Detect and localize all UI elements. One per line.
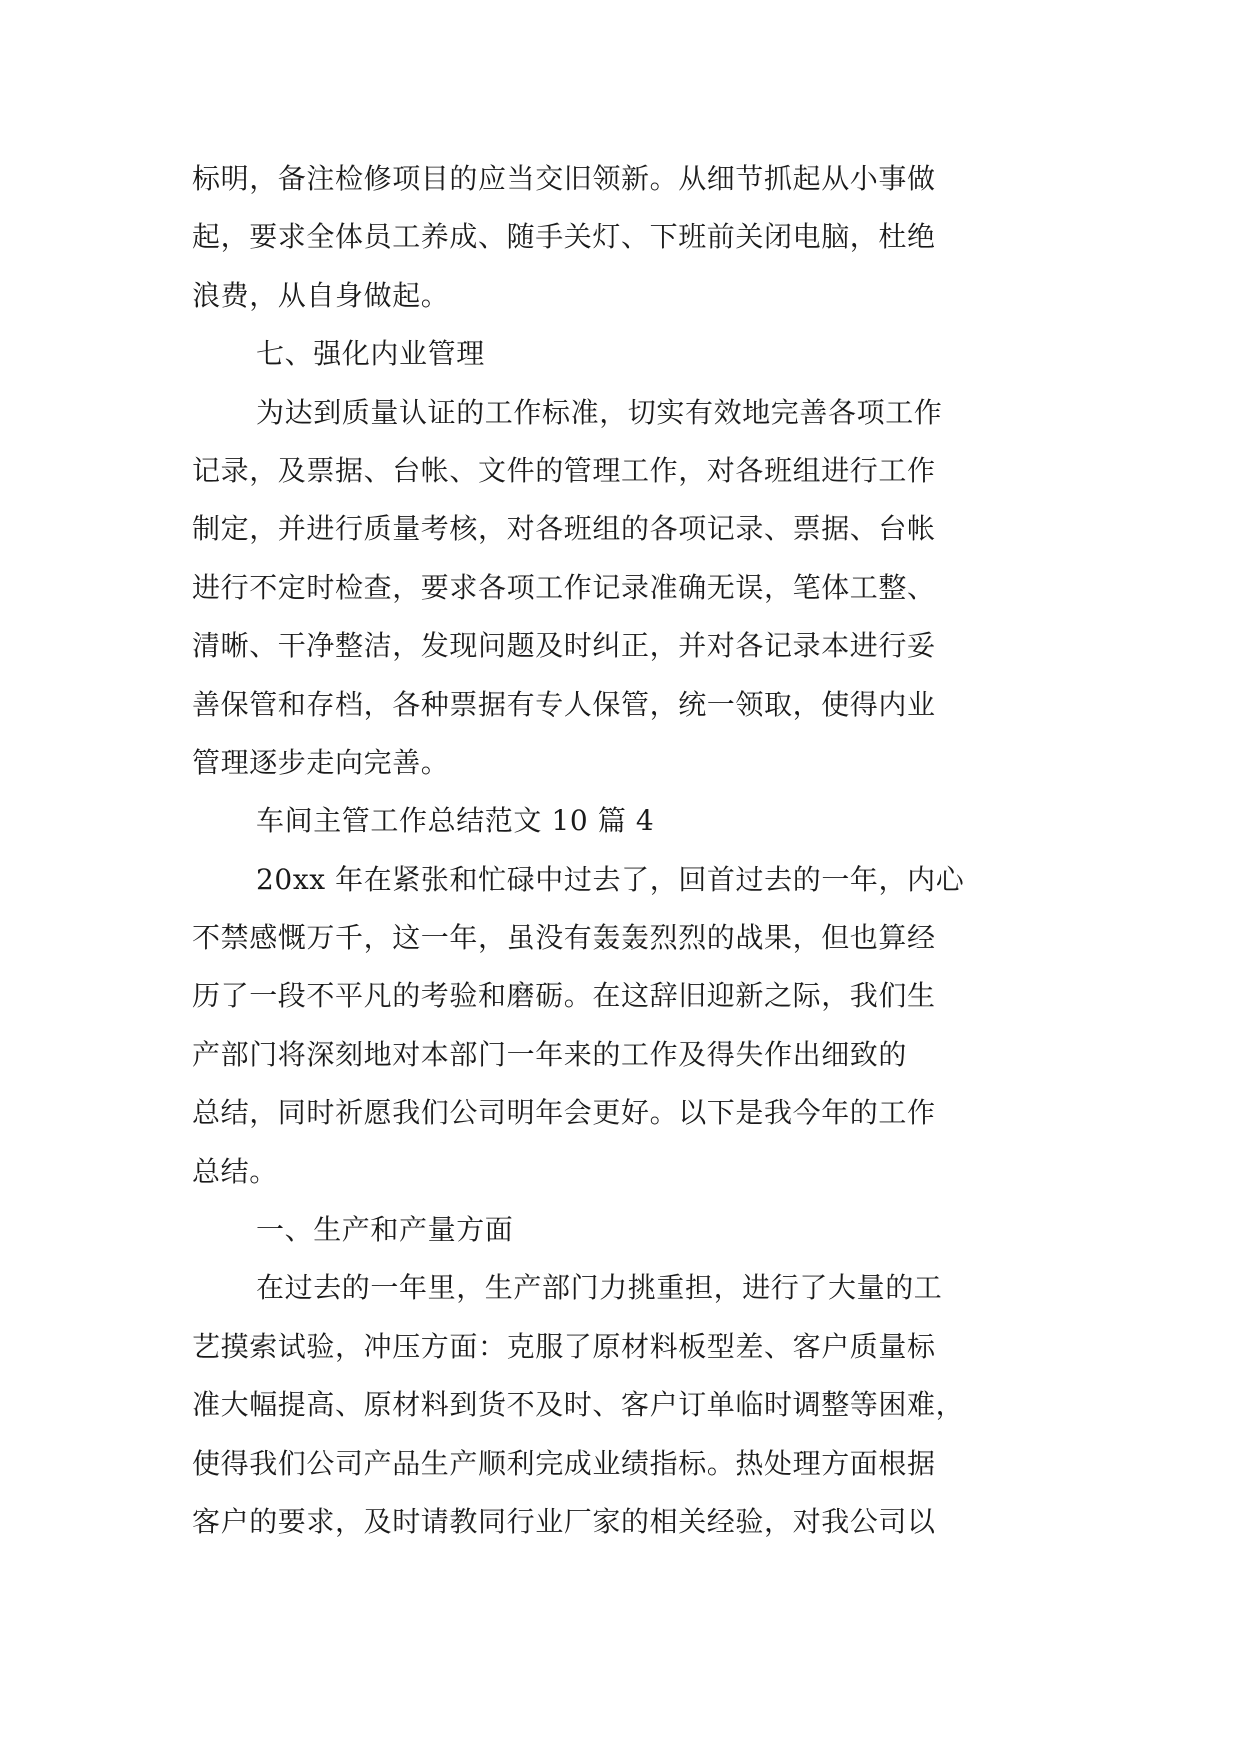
text-line: 善保管和存档，各种票据有专人保管，统一领取，使得内业 [192,687,936,721]
text-line: 七、强化内业管理 [256,337,485,371]
text-line: 总结。 [192,1154,278,1188]
text-line: 进行不定时检查，要求各项工作记录准确无误，笔体工整、 [192,570,936,604]
text-line: 记录，及票据、台帐、文件的管理工作，对各班组进行工作 [192,453,936,487]
text-line: 清晰、干净整洁，发现问题及时纠正，并对各记录本进行妥 [192,629,936,663]
text-line: 产部门将深刻地对本部门一年来的工作及得失作出细致的 [192,1037,908,1071]
text-line: 客户的要求，及时请教同行业厂家的相关经验，对我公司以 [192,1504,936,1538]
text-line: 使得我们公司产品生产顺利完成业绩指标。热处理方面根据 [192,1446,936,1480]
text-line: 为达到质量认证的工作标准，切实有效地完善各项工作 [256,395,943,429]
text-line: 车间主管工作总结范文 10 篇 4 [256,804,655,838]
text-line: 20xx 年在紧张和忙碌中过去了，回首过去的一年，内心 [256,862,965,896]
text-line: 准大幅提高、原材料到货不及时、客户订单临时调整等困难， [192,1388,965,1422]
text-line: 不禁感慨万千，这一年，虽没有轰轰烈烈的战果，但也算经 [192,921,936,955]
text-line: 标明，备注检修项目的应当交旧领新。从细节抓起从小事做 [192,162,936,195]
text-line: 起，要求全体员工养成、随手关灯、下班前关闭电脑，杜绝 [192,220,936,254]
text-line: 制定，并进行质量考核，对各班组的各项记录、票据、台帐 [192,512,936,546]
document-body [192,150,1062,1551]
text-line: 艺摸索试验，冲压方面：克服了原材料板型差、客户质量标 [192,1329,936,1363]
text-line: 总结，同时祈愿我们公司明年会更好。以下是我今年的工作 [192,1096,936,1130]
text-line: 管理逐步走向完善。 [192,745,450,779]
text-line: 浪费，从自身做起。 [192,278,450,312]
text-line: 历了一段不平凡的考验和磨砺。在这辞旧迎新之际，我们生 [192,979,936,1013]
text-line: 一、生产和产量方面 [256,1213,514,1247]
text-line: 在过去的一年里，生产部门力挑重担，进行了大量的工 [256,1271,943,1305]
